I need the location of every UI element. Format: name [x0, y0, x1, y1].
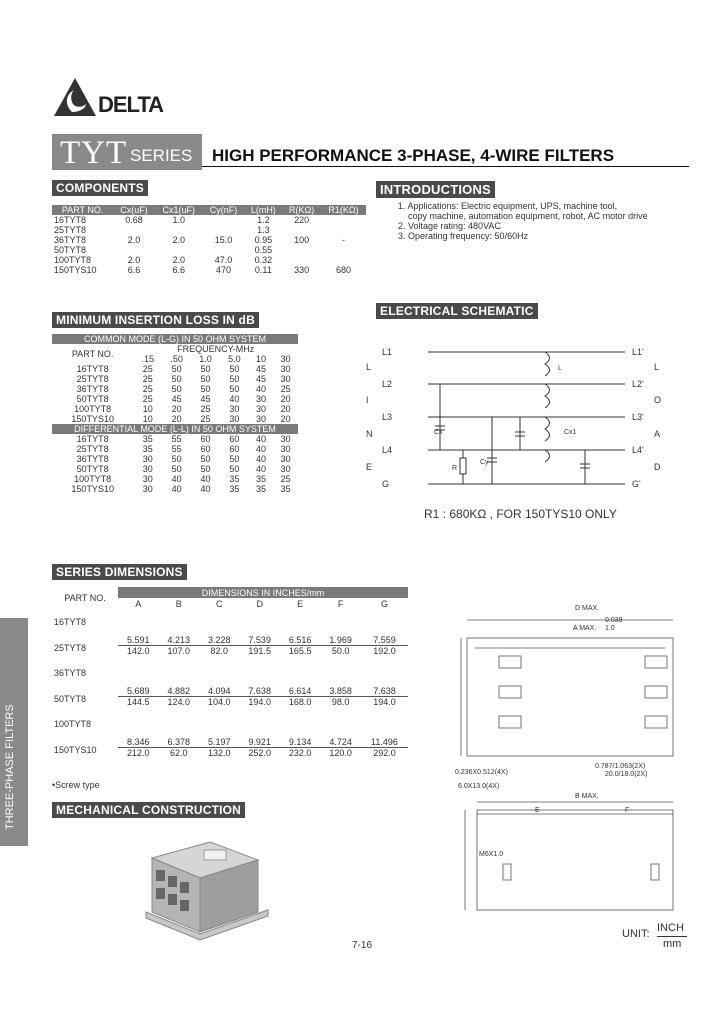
unit-divider [657, 936, 687, 937]
loss-value: 20 [280, 394, 291, 404]
loss-value: 50 [200, 374, 211, 384]
terminal-l1-prime: L1' [632, 347, 644, 357]
component-value: 470 [216, 265, 232, 275]
series-name: TYT [60, 135, 128, 171]
component-value: 0.55 [254, 245, 273, 255]
terminal-l1: L1 [382, 347, 393, 357]
loss-value: 45 [200, 394, 211, 404]
terminal-l3: L3 [382, 412, 393, 422]
components-header-cell: L(mH) [250, 205, 276, 215]
part-number: 100TYT8 [54, 255, 92, 265]
loss-value: 50 [200, 384, 211, 394]
loss-value: 25 [142, 394, 153, 404]
loss-value: 30 [229, 404, 240, 414]
dimension-letter: A [135, 598, 142, 609]
slot-inch-label: 0.787/1.063(2X) [595, 763, 646, 770]
components-row [52, 215, 366, 225]
loss-value: 35 [229, 484, 240, 494]
part-number: 25TYT8 [76, 444, 109, 454]
loss-value: 40 [200, 484, 211, 494]
loss-value: 45 [256, 364, 267, 374]
dimension-mm: 124.0 [167, 697, 190, 707]
unit-mm: mm [663, 938, 682, 950]
components-row [52, 265, 366, 275]
dimension-mm: 194.0 [248, 697, 271, 707]
frequency-cell: .15 [141, 354, 155, 364]
dimension-inch: 6.614 [280, 686, 320, 697]
loss-header-row [52, 344, 298, 354]
intro-line: 3. Operating frequency: 50/60Hz [398, 231, 529, 241]
loss-value: 60 [200, 444, 211, 454]
page-title: HIGH PERFORMANCE 3-PHASE, 4-WIRE FILTERS [212, 146, 615, 165]
min-loss-heading: MINIMUM INSERTION LOSS IN dB [52, 312, 259, 328]
introductions-list [398, 201, 698, 241]
diff-mode-row [52, 454, 298, 464]
component-value [203, 245, 244, 255]
screw-type-note: •Screw type [52, 780, 100, 790]
dimension-inch: 4.094 [199, 686, 239, 697]
dim-10: 1.0 [605, 625, 615, 632]
loss-value: 50 [200, 464, 211, 474]
dimension-mm: 212.0 [126, 748, 150, 758]
loss-value: 40 [200, 474, 211, 484]
intro-line: 2. Voltage rating: 480VAC [398, 221, 501, 231]
dimension-part-row [52, 686, 408, 697]
part-number: 16TYT8 [76, 364, 109, 374]
part-number: 50TYT8 [76, 394, 109, 404]
component-value: 1.2 [257, 215, 270, 225]
component-value: 2.0 [127, 255, 141, 265]
part-number: 50TYT8 [54, 693, 87, 704]
page-number: 7-16 [352, 940, 373, 951]
loss-value: 40 [229, 394, 240, 404]
unit-inch: INCH [657, 922, 684, 934]
loss-value: 40 [256, 454, 267, 464]
dimension-letter: E [297, 598, 304, 609]
loss-value: 35 [142, 434, 153, 444]
frequency-cell: 30 [280, 354, 291, 364]
loss-value: 40 [256, 444, 267, 454]
dimension-inch: 7.539 [239, 635, 279, 646]
dimension-inch: 4.213 [158, 635, 198, 646]
diff-mode-row [52, 474, 298, 484]
components-row [52, 225, 366, 235]
diff-mode-row [52, 484, 298, 494]
frequency-header: FREQUENCY-MHz [177, 344, 255, 354]
load-word-letter: A [654, 429, 661, 439]
e-label: E [535, 807, 540, 814]
loss-value: 55 [171, 444, 182, 454]
component-value: 0.95 [254, 235, 273, 245]
loss-value: 55 [171, 434, 182, 444]
dimension-inch: 1.969 [320, 635, 360, 646]
dimensions-heading: SERIES DIMENSIONS [52, 564, 187, 580]
dimension-mm: 144.5 [126, 697, 150, 707]
loss-value: 50 [171, 374, 182, 384]
terminal-g: G [382, 479, 390, 489]
filter-product-photo [140, 820, 270, 945]
loss-value: 35 [229, 474, 240, 484]
d-max-label: D MAX. [575, 605, 600, 612]
component-value: 680 [335, 265, 351, 275]
common-mode-row [52, 414, 298, 424]
loss-value: 30 [280, 374, 291, 384]
components-header-cell: R1(KΩ) [328, 205, 359, 215]
dimension-mm: 50.0 [331, 646, 350, 656]
title-underline [202, 166, 689, 167]
slot-mm-label: 20.0/18.0(2X) [605, 771, 648, 778]
loss-value: 30 [280, 454, 291, 464]
loss-value: 25 [142, 374, 153, 384]
components-header-cell: Cy(nF) [209, 205, 238, 215]
diff-mode-row [52, 444, 298, 454]
intro-line: 1. Applications: Electric equipment, UPS, machine tool, [398, 201, 618, 211]
part-no-header: PART NO. [64, 593, 106, 603]
dimension-part-row [52, 635, 408, 646]
component-value: - [341, 235, 345, 245]
f-label: F [625, 807, 630, 814]
common-mode-row [52, 404, 298, 414]
loss-value: 20 [171, 404, 182, 414]
dimension-part-row [52, 660, 408, 686]
components-row [52, 255, 366, 265]
loss-value: 30 [229, 414, 240, 424]
brand-name: DELTA [98, 92, 164, 117]
component-value [321, 215, 366, 225]
loss-value: 30 [142, 464, 153, 474]
component-value [321, 245, 366, 255]
loss-value: 25 [142, 384, 153, 394]
dimensions-title: DIMENSIONS IN INCHES/mm [118, 587, 408, 598]
components-table [52, 205, 366, 275]
loss-value: 50 [171, 364, 182, 374]
part-number: 150TYS10 [54, 265, 97, 275]
part-number: 100TYT8 [54, 719, 92, 729]
loss-value: 30 [280, 444, 291, 454]
line-word-letter: L [366, 362, 372, 372]
dim-0039: 0.039 [605, 617, 623, 624]
terminal-l4-prime: L4' [632, 445, 644, 455]
frequency-cell: 1.0 [199, 354, 212, 364]
components-heading: COMPONENTS [52, 180, 148, 196]
delta-logo-icon [52, 76, 98, 118]
loss-value: 50 [229, 384, 240, 394]
dimension-mm: 107.0 [167, 646, 190, 656]
part-number: 150TYS10 [54, 744, 97, 755]
loss-value: 35 [256, 484, 267, 494]
loss-value: 10 [142, 404, 153, 414]
dimension-inch: 4.724 [320, 737, 360, 748]
dimension-letter: B [175, 598, 182, 609]
component-value [113, 225, 154, 235]
loss-value: 45 [256, 374, 267, 384]
dimensions-table [52, 587, 408, 762]
dimension-blank [118, 609, 408, 635]
loss-value: 60 [229, 434, 240, 444]
part-number: 50TYT8 [76, 464, 109, 474]
terminal-l2-prime: L2' [632, 379, 644, 389]
component-value: 15.0 [214, 235, 233, 245]
loss-value: 30 [280, 464, 291, 474]
part-number: 100TYT8 [74, 404, 112, 414]
part-number: 36TYT8 [76, 384, 109, 394]
terminal-l4: L4 [382, 445, 393, 455]
dimensions-header-row [52, 587, 408, 598]
component-value: 2.0 [172, 255, 185, 265]
dimension-letter: C [215, 598, 223, 609]
dimension-inch: 7.638 [239, 686, 279, 697]
loss-value: 50 [229, 364, 240, 374]
part-number: 16TYT8 [54, 617, 87, 627]
schematic-note: R1 : 680KΩ , FOR 150TYS10 ONLY [424, 507, 617, 521]
loss-value: 40 [256, 384, 267, 394]
loss-value: 25 [280, 474, 291, 484]
outline-drawing-front [455, 600, 695, 780]
part-number: 100TYT8 [74, 474, 112, 484]
part-no-header: PART NO. [71, 349, 114, 359]
component-value [155, 245, 203, 255]
dimension-mm: 132.0 [207, 748, 231, 758]
mechanical-heading: MECHANICAL CONSTRUCTION [52, 802, 245, 818]
dimension-mm: 62.0 [169, 748, 188, 758]
component-value [282, 245, 320, 255]
dimension-letter: F [337, 598, 344, 609]
part-number: 36TYT8 [54, 668, 87, 678]
loss-value: 45 [171, 394, 182, 404]
common-mode-title-row [52, 334, 298, 344]
b-max-label: B MAX. [575, 793, 599, 800]
dimension-part-row [52, 711, 408, 737]
cx-label: Cx [434, 429, 443, 436]
common-mode-title: COMMON MODE (L-G) IN 50 OHM SYSTEM [83, 334, 266, 344]
loss-value: 50 [171, 454, 182, 464]
r-label: R [452, 465, 458, 472]
diff-mode-row [52, 464, 298, 474]
component-value [321, 255, 366, 265]
a-max-label: A MAX. [573, 625, 597, 632]
component-value [282, 255, 320, 265]
schematic-heading: ELECTRICAL SCHEMATIC [376, 303, 538, 319]
loss-value: 20 [171, 414, 182, 424]
dimension-part-row [52, 609, 408, 635]
frequency-cell: 10 [256, 354, 267, 364]
dimension-inch: 3.228 [199, 635, 239, 646]
dimension-mm: 192.0 [373, 646, 396, 656]
common-mode-row [52, 384, 298, 394]
common-mode-row [52, 394, 298, 404]
loss-value: 50 [229, 464, 240, 474]
dimension-inch: 6.378 [158, 737, 198, 748]
dimension-inch: 3.858 [320, 686, 360, 697]
component-value [203, 215, 244, 225]
component-value: 6.6 [172, 265, 185, 275]
dimension-inch: 11.496 [361, 737, 408, 748]
dimension-part-row [52, 737, 408, 748]
dimension-inch: 6.516 [280, 635, 320, 646]
insertion-loss-table [52, 334, 298, 494]
diff-mode-title-row [52, 424, 298, 434]
component-value: 0.32 [254, 255, 273, 265]
dimension-inch: 7.559 [361, 635, 408, 646]
loss-value: 30 [256, 404, 267, 414]
loss-value: 35 [256, 474, 267, 484]
common-mode-row [52, 364, 298, 374]
loss-value: 40 [256, 464, 267, 474]
dimension-mm: 168.0 [288, 697, 312, 707]
loss-value: 50 [200, 454, 211, 464]
hole-inch-label: 0.236X0.512(4X) [455, 769, 508, 776]
loss-value: 20 [280, 404, 291, 414]
dimension-mm: 142.0 [126, 646, 150, 656]
components-header-cell: PART NO. [61, 205, 104, 215]
dimension-mm: 98.0 [331, 697, 350, 707]
dimension-mm: 191.5 [248, 646, 271, 656]
component-value [282, 225, 320, 235]
component-value [321, 225, 366, 235]
dimension-blank [118, 711, 408, 737]
load-word-letter: O [654, 395, 662, 405]
loss-value: 10 [142, 414, 153, 424]
components-header-cell: Cx1(uF) [162, 205, 195, 215]
dimension-mm: 292.0 [373, 748, 396, 758]
components-header-cell: Cx(uF) [120, 205, 148, 215]
line-word-letter: I [366, 395, 369, 405]
dimension-inch: 5.591 [118, 635, 158, 646]
load-word-letter: D [654, 462, 661, 472]
loss-value: 25 [200, 414, 211, 424]
dimension-inch: 5.197 [199, 737, 239, 748]
loss-value: 35 [280, 484, 291, 494]
component-value [113, 245, 154, 255]
dimension-mm: 232.0 [288, 748, 312, 758]
part-number: 50TYT8 [54, 245, 87, 255]
outline-drawing-top [455, 790, 695, 920]
terminal-l2: L2 [382, 379, 393, 389]
loss-value: 50 [229, 374, 240, 384]
loss-value: 50 [171, 384, 182, 394]
component-value: 6.6 [127, 265, 141, 275]
loss-value: 30 [142, 484, 153, 494]
component-value: 1.3 [257, 225, 270, 235]
electrical-schematic [366, 340, 680, 500]
loss-value: 30 [142, 474, 153, 484]
part-number: 16TYT8 [76, 434, 109, 444]
part-number: 150TYS10 [71, 414, 114, 424]
loss-value: 40 [256, 434, 267, 444]
line-word-letter: N [366, 429, 373, 439]
unit-label: UNIT: [622, 928, 650, 940]
part-number: 25TYT8 [54, 642, 87, 653]
loss-value: 20 [280, 414, 291, 424]
loss-value: 30 [142, 454, 153, 464]
dimension-inch: 8.346 [118, 737, 158, 748]
part-number: 36TYT8 [54, 235, 87, 245]
dimension-inch: 9.134 [280, 737, 320, 748]
frequency-cell: 5.0 [228, 354, 241, 364]
loss-value: 25 [200, 404, 211, 414]
component-value: 220 [294, 215, 310, 225]
loss-value: 50 [171, 464, 182, 474]
part-number: 36TYT8 [76, 454, 109, 464]
dimension-mm: 82.0 [210, 646, 228, 656]
loss-value: 25 [280, 384, 291, 394]
component-value: 330 [294, 265, 310, 275]
load-word-letter: L [654, 362, 660, 372]
introductions-heading: INTRODUCTIONS [376, 181, 495, 198]
terminal-g-prime: G' [632, 479, 641, 489]
loss-value: 30 [280, 364, 291, 374]
loss-value: 50 [200, 364, 211, 374]
cy-label: Cy [480, 459, 489, 466]
m-label: M6X1.0 [479, 851, 504, 858]
dimension-mm: 120.0 [329, 748, 352, 758]
diff-mode-row [52, 434, 298, 444]
side-tab-label: THREE-PHASE FILTERS [4, 704, 16, 830]
frequency-cell: .50 [170, 354, 183, 364]
cx1-label: Cx1 [564, 429, 577, 436]
part-number: 25TYT8 [54, 225, 87, 235]
dimension-mm: 194.0 [373, 697, 396, 707]
loss-value: 60 [229, 444, 240, 454]
intro-line: copy machine, automation equipment, robot, AC motor drive [408, 211, 648, 221]
components-row [52, 235, 366, 245]
loss-value: 30 [256, 394, 267, 404]
components-header-cell: R(KΩ) [289, 205, 315, 215]
component-value: 0.11 [254, 265, 272, 275]
common-mode-row [52, 374, 298, 384]
component-value: 2.0 [127, 235, 141, 245]
dimension-mm: 104.0 [207, 697, 231, 707]
part-number: 16TYT8 [54, 215, 87, 225]
dimension-blank [118, 660, 408, 686]
loss-value: 50 [229, 454, 240, 464]
component-value: 100 [294, 235, 310, 245]
component-value [155, 225, 203, 235]
loss-value: 25 [142, 364, 153, 374]
component-value: 1.0 [172, 215, 185, 225]
loss-value: 30 [280, 434, 291, 444]
loss-value: 40 [171, 474, 182, 484]
terminal-l3-prime: L3' [632, 412, 644, 422]
components-row [52, 245, 366, 255]
dimension-inch: 5.689 [118, 686, 158, 697]
component-value: 0.68 [125, 215, 143, 225]
dimension-inch: 7.638 [361, 686, 408, 697]
diff-mode-title: DIFFERENTIAL MODE (L-L) IN 50 OHM SYSTEM [74, 424, 276, 434]
dimension-inch: 9.921 [239, 737, 279, 748]
dimension-letter: D [256, 598, 263, 609]
component-value: 47.0 [214, 255, 233, 265]
l-label: L [558, 365, 562, 372]
hole-mm-label: 6.0X13.0(4X) [458, 783, 500, 790]
dimension-letter: G [380, 598, 388, 609]
component-value [203, 225, 244, 235]
components-header-row [52, 205, 366, 215]
loss-value: 35 [142, 444, 153, 454]
dimension-mm: 165.5 [288, 646, 312, 656]
part-number: 25TYT8 [76, 374, 109, 384]
dimension-mm: 252.0 [248, 748, 271, 758]
part-number: 150TYS10 [71, 484, 114, 494]
series-word: SERIES [130, 146, 193, 165]
loss-value: 30 [256, 414, 267, 424]
loss-value: 40 [171, 484, 182, 494]
loss-value: 60 [200, 434, 211, 444]
component-value: 2.0 [172, 235, 185, 245]
dimension-inch: 4.882 [158, 686, 198, 697]
line-word-letter: E [366, 462, 373, 472]
